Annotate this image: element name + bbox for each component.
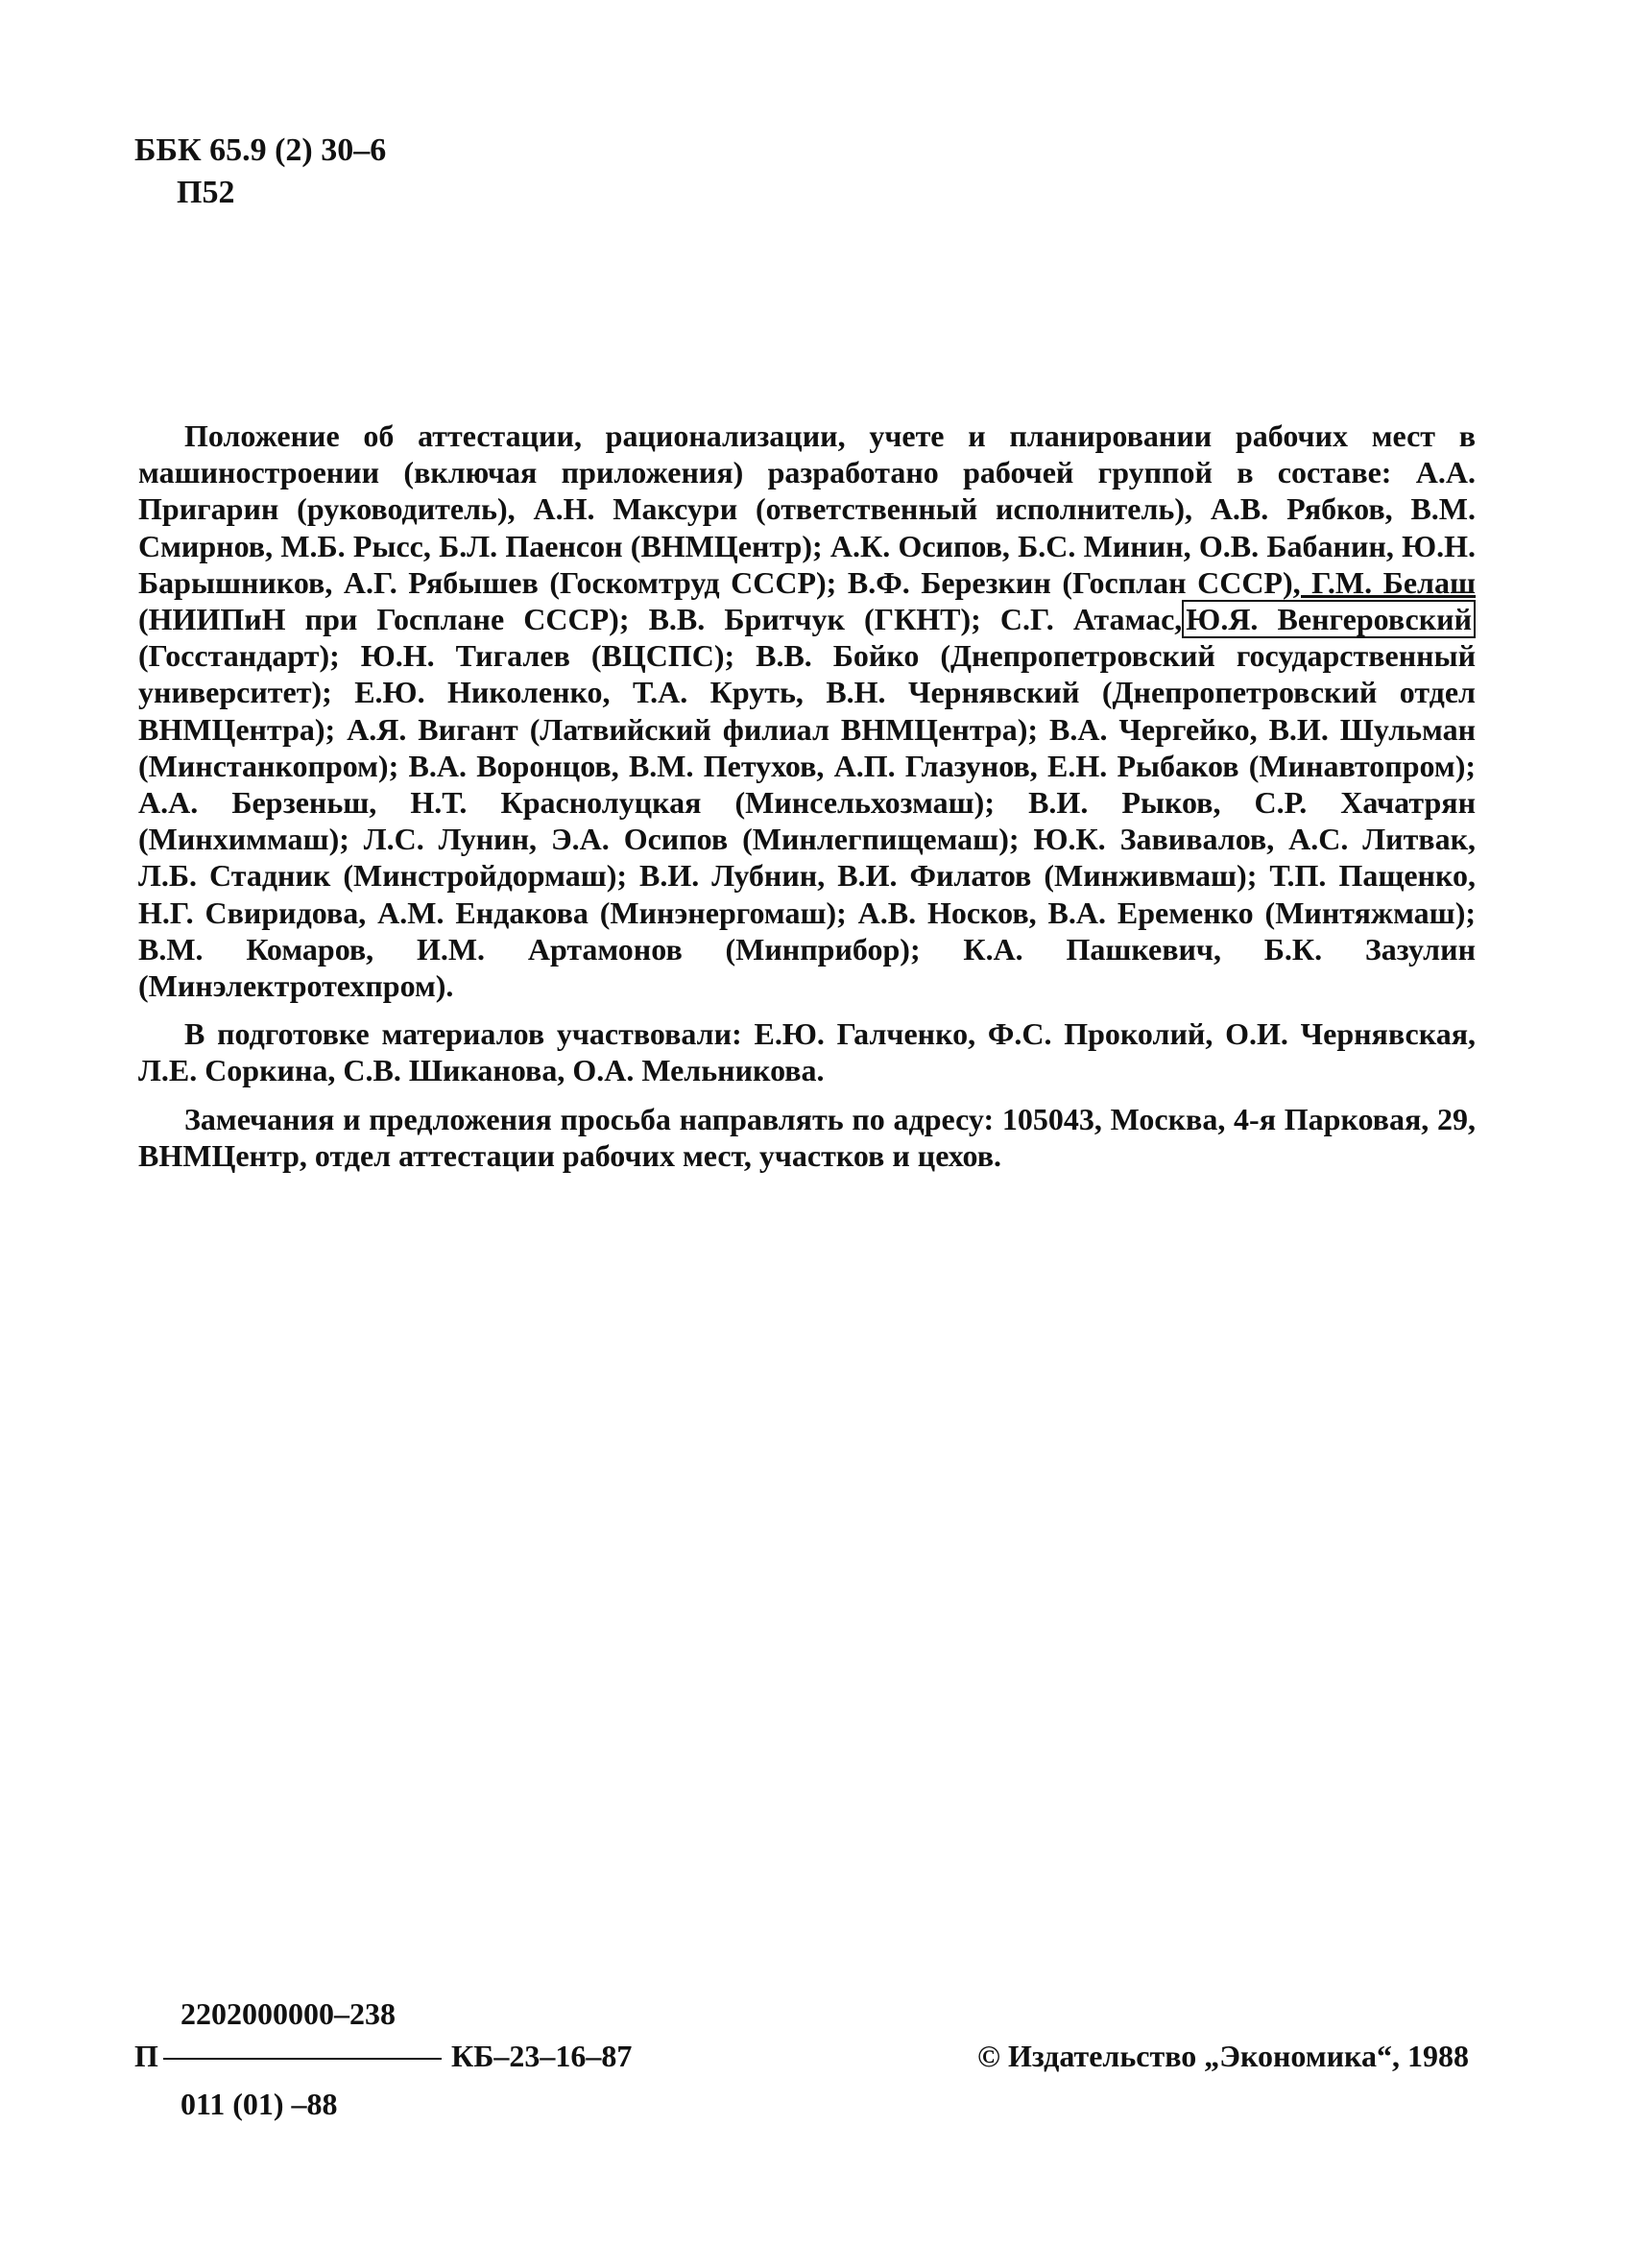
authors-text-3: (Госстандарт); Ю.Н. Тигалев (ВЦСПС); В.В. Бойко (Днепропетровский государственный университет); Е.Ю. Николенко, Т.А. Круть, В.Н. Чернявский (Днепропетровский отдел ВНМЦентра); А.Я. Вигант (Латвийский филиал ВНМЦентра); В.А. Чергейко, В.И. Шульман (Минстанкопром); В.А. Воронцов, В.М. Петухов, А.П. Глазунов, Е.Н. Рыбаков (Минавтопром); А.А. Берзеньш, Н.Т. Краснолуцкая (Минсельхозмаш); В.И. Рыков, С.Р. Хачатрян (Минхиммаш); Л.С. Лунин, Э.А. Осипов (Минлегпищемаш); Ю.К. Завивалов, А.С. Литвак, Л.Б. Стадник (Минстройдормаш); В.И. Лубнин, В.И. Филатов (Минживмаш); Т.П. Пащенко, Н.Г. Свиридова, А.М. Ендакова (Минэнергомаш); А.В. Носков, В.А. Еременко (Минтяжмаш); В.М. Комаров, И.М. Артамонов (Минприбор); К.А. Пашкевич, Б.К. Зазулин (Минэлектротехпром). <box>138 638 1476 1004</box>
author-mark: П52 <box>177 175 235 210</box>
paragraph-participants: В подготовке материалов участвовали: Е.Ю. Галченко, Ф.С. Проколий, О.И. Чернявская, Л.Е. Соркина, С.В. Шиканова, О.А. Мельникова. <box>138 1016 1476 1088</box>
underlined-name: , Г.М. Белаш <box>1292 564 1477 600</box>
classification-block <box>134 130 386 214</box>
copyright: © Издательство „Экономика“, 1988 <box>977 2039 1469 2073</box>
boxed-name: Ю.Я. Венгеровский <box>1182 600 1476 638</box>
paragraph-authors <box>138 418 1476 1004</box>
fraction-rule <box>163 2058 442 2060</box>
authors-text-1: Положение об аттестации, рационализации, учете и планировании рабочих мест в машиностроении (включая приложения) разработано рабочей группой в составе: А.А. Пригарин (руководитель), А.Н. Максури (ответственный исполнитель), А.В. Рябков, В.М. Смирнов, М.Б. Рысс, Б.Л. Паенсон (ВНМЦентр); А.К. Осипов, Б.С. Минин, О.В. Бабанин, Ю.Н. Барышников, А.Г. Рябышев (Госкомтруд СССР); В.Ф. Березкин (Госплан СССР) <box>138 418 1476 600</box>
main-text <box>138 418 1476 1185</box>
paragraph-address: Замечания и предложения просьба направлять по адресу: 105043, Москва, 4-я Парковая, 29, ВНМЦентр, отдел аттестации рабочих мест, участков и цехов. <box>138 1101 1476 1173</box>
kb-code: КБ–23–16–87 <box>451 2039 633 2073</box>
index-top: 2202000000–238 <box>180 1996 396 2031</box>
bbk-index: ББК 65.9 (2) 30–6 <box>134 132 387 168</box>
authors-text-2: (НИИПиН при Госплане СССР); В.В. Бритчук (ГКНТ); С.Г. Атамас, <box>138 602 1183 637</box>
index-letter: П <box>134 2039 158 2073</box>
index-bottom: 011 (01) –88 <box>180 2087 338 2121</box>
